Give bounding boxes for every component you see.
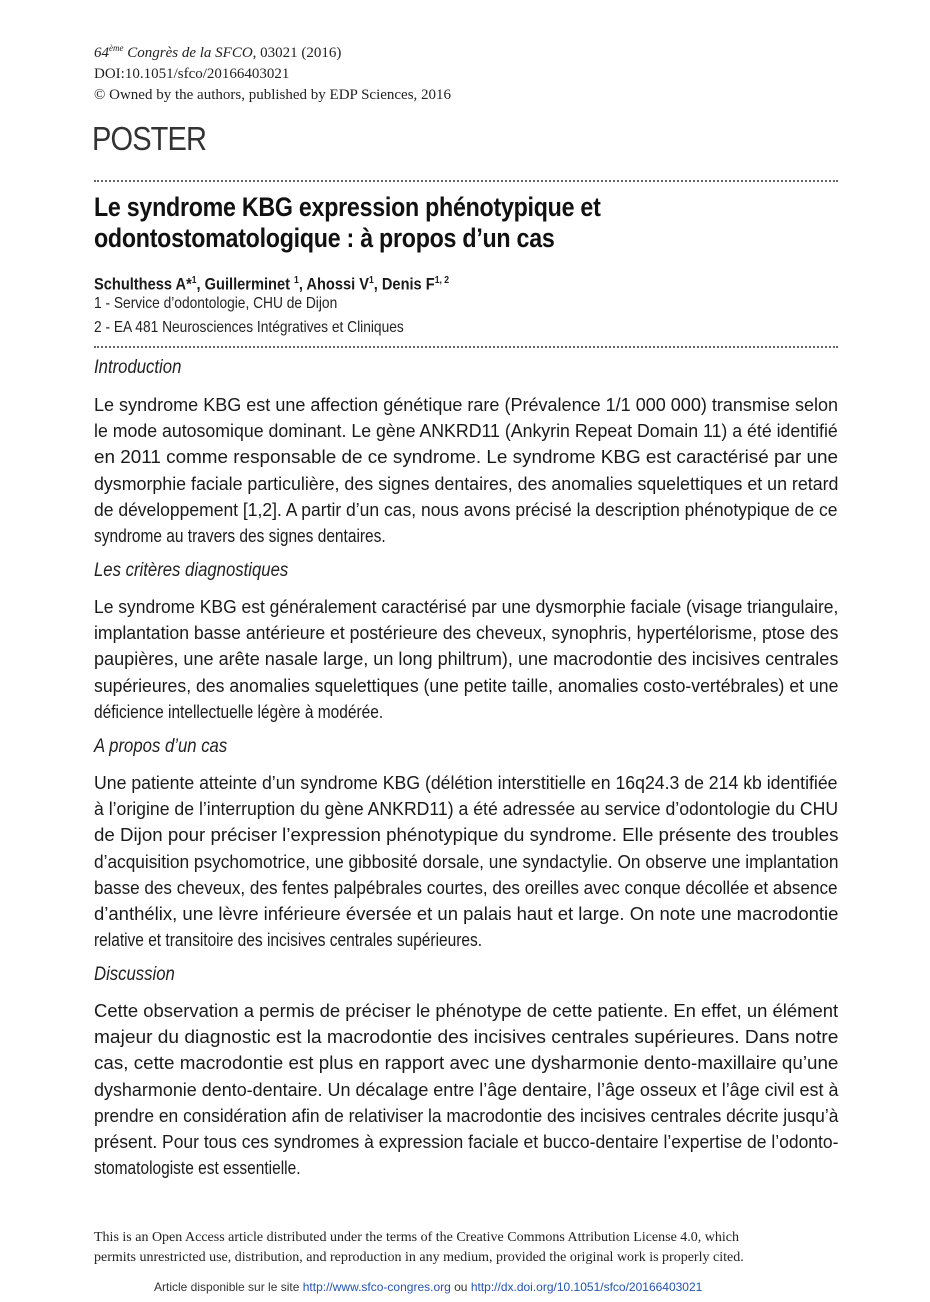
paragraph-line: dysharmonie dento-dentaire. Un décalage entre l’âge dentaire, l’âge osseux et l’âge civil est à: [94, 1079, 839, 1100]
paragraph-line: d’acquisition psychomotrice, une gibbosité dorsale, une syndactylie. On observe une implantation: [94, 851, 839, 872]
paragraph-line: syndrome au travers des signes dentaires.: [94, 526, 386, 547]
affiliation-1: 1 - Service d’odontologie, CHU de Dijon: [94, 295, 338, 312]
paper-title: [94, 192, 730, 254]
license-notice: [94, 1228, 744, 1268]
journal-name: Congrès de la SFCO: [123, 45, 253, 61]
paragraph-line: Une patiente atteinte d’un syndrome KBG (délétion interstitielle en 16q24.3 de 214 kb identifiée: [94, 773, 838, 793]
section-heading-introduction: Introduction: [94, 357, 182, 378]
author-1-affil: 1: [191, 275, 197, 286]
paragraph-line: stomatologiste est essentielle.: [94, 1158, 301, 1179]
sfco-website-link[interactable]: http://www.sfco-congres.org: [302, 1280, 451, 1294]
paragraph-line: présent. Pour tous ces syndromes à expression faciale et bucco-dentaire l’expertise de l’odonto-: [94, 1132, 839, 1153]
paragraph-line: d’anthélix, une lèvre inférieure éversée et un palais haut et large. On note une macrodontie: [94, 904, 839, 925]
journal-article-number: , 03021 (2016): [252, 45, 342, 61]
section-paragraph-introduction: [94, 392, 838, 549]
footer-middle: ou: [450, 1280, 471, 1294]
paragraph-line: déficience intellectuelle légère à modérée.: [94, 701, 384, 722]
section-paragraph-a-propos-d-un-cas: [94, 770, 838, 953]
author-4-affil: 1, 2: [434, 275, 450, 286]
dotted-divider-bottom: [94, 346, 838, 348]
paper-title-line-2: odontostomatologique : à propos d’un cas: [94, 223, 555, 253]
paragraph-line: paupières, une arête nasale large, un long philtrum), une macrodontie des incisives centrales: [94, 649, 839, 670]
author-1: Schulthess A*: [94, 274, 192, 294]
paragraph-line: supérieures, des anomalies squelettiques (une petite taille, anomalies costo-vertébrales) et une: [94, 675, 839, 696]
paragraph-line: majeur du diagnostic est la macrodontie des incisives centrales supérieures. Dans notre: [94, 1027, 839, 1048]
author-2: , Guillerminet: [196, 274, 295, 294]
paragraph-line: en 2011 comme responsable de ce syndrome. Le syndrome KBG est caractérisé par une: [94, 447, 839, 468]
author-list: [94, 270, 449, 296]
journal-doi: DOI:10.1051/sfco/20166403021: [94, 66, 290, 82]
footer-prefix: Article disponible sur le site: [154, 1280, 303, 1294]
paragraph-line: relative et transitoire des incisives centrales supérieures.: [94, 930, 483, 951]
journal-citation: [94, 38, 451, 64]
dotted-divider-top: [94, 180, 838, 182]
author-2-affil: 1: [294, 275, 299, 286]
paragraph-line: à l’origine de l’interruption du gène ANKRD11) a été adressée au service d’odontologie du CHU: [94, 799, 839, 820]
paragraph-line: basse des cheveux, des fentes palpébrales courtes, des oreilles avec conque décollée et absence: [94, 877, 838, 898]
license-line-1: This is an Open Access article distributed under the terms of the Creative Commons Attribution License 4.0, which: [94, 1230, 740, 1245]
poster-label: POSTER: [92, 120, 207, 157]
paragraph-line: Cette observation a permis de préciser le phénotype de cette patiente. En effet, un élément: [94, 1001, 839, 1021]
doi-link[interactable]: http://dx.doi.org/10.1051/sfco/20166403021: [470, 1280, 703, 1294]
paragraph-line: Le syndrome KBG est une affection génétique rare (Prévalence 1/1 000 000) transmise selon: [94, 395, 839, 415]
paper-title-line-1: Le syndrome KBG expression phénotypique et: [94, 192, 601, 222]
journal-header: [94, 38, 451, 106]
paragraph-line: implantation basse antérieure et postérieure des cheveux, synophris, hypertélorisme, ptose des: [94, 623, 839, 644]
journal-issue-sup: ème: [109, 43, 124, 53]
journal-issue-number: 64: [94, 45, 109, 61]
footer-availability: [154, 1280, 702, 1294]
section-paragraph-les-criteres-diagnostiques: [94, 594, 838, 725]
journal-copyright: © Owned by the authors, published by EDP Sciences, 2016: [94, 87, 452, 103]
license-line-2: permits unrestricted use, distribution, and reproduction in any medium, provided the original work is properly cited.: [94, 1250, 744, 1265]
author-4: , Denis F: [373, 274, 435, 294]
section-paragraph-discussion: [94, 998, 838, 1181]
paragraph-line: de développement [1,2]. A partir d’un cas, nous avons précisé la description phénotypique de ce: [94, 499, 838, 520]
paragraph-line: le mode autosomique dominant. Le gène ANKRD11 (Ankyrin Repeat Domain 11) a été identifié: [94, 421, 838, 442]
section-heading-a-propos-d-un-cas: A propos d’un cas: [94, 736, 228, 757]
paragraph-line: prendre en considération afin de relativiser la macrodontie des incisives centrales décrite jusqu’à: [94, 1105, 839, 1126]
paragraph-line: dysmorphie faciale particulière, des signes dentaires, des anomalies squelettiques et un retard: [94, 473, 839, 494]
section-heading-les-criteres-diagnostiques: Les critères diagnostiques: [94, 560, 289, 581]
section-heading-discussion: Discussion: [94, 964, 175, 985]
affiliation-2: 2 - EA 481 Neurosciences Intégratives et Cliniques: [94, 319, 404, 336]
paragraph-line: de Dijon pour préciser l’expression phénotypique du syndrome. Elle présente des troubles: [94, 825, 839, 846]
author-3: , Ahossi V: [298, 274, 369, 294]
paragraph-line: Le syndrome KBG est généralement caractérisé par une dysmorphie faciale (visage triangulaire,: [94, 597, 839, 617]
author-3-affil: 1: [368, 275, 374, 286]
paragraph-line: cas, cette macrodontie est plus en rapport avec une dysharmonie dento-maxillaire qu’une: [94, 1053, 839, 1074]
